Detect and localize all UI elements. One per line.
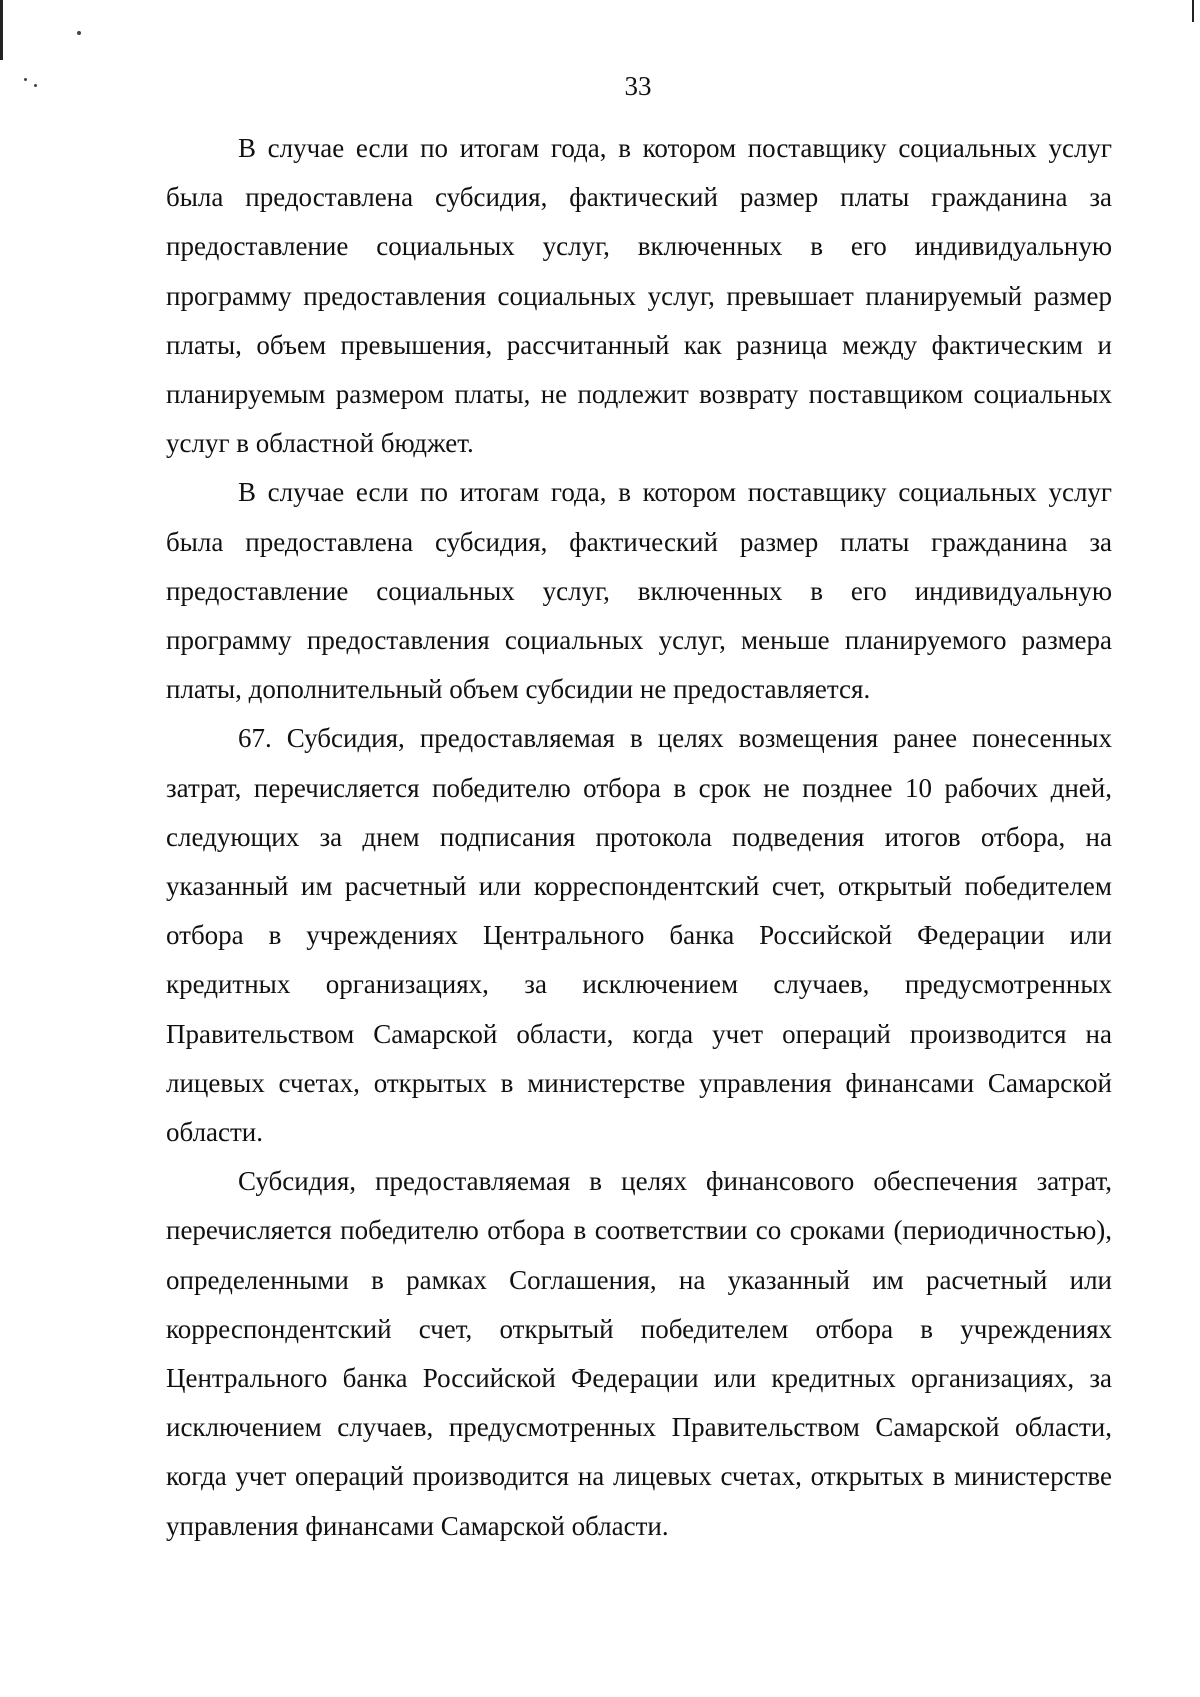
page-number: 33	[624, 71, 652, 101]
document-body	[166, 124, 1112, 1551]
scan-edge-mark	[1192, 0, 1194, 22]
scan-edge-mark	[0, 0, 3, 60]
paragraph-item-67: 67. Субсидия, предоставляемая в целях возмещения ранее понесенных затрат, перечисляется победителю отбора в срок не позднее 10 рабочих дней, следующих за днем подписания протокола подведения итогов отбора, на указанный им расчетный или корреспондентский счет, открытый победителем отбора в учреждениях Центрального банка Российской Федерации или кредитных организациях, за исключением случаев, предусмотренных Правительством Самарской области, когда учет операций производится на лицевых счетах, открытых в министерстве управления финансами Самарской области.	[166, 723, 1112, 1148]
paragraph-excess-payment: В случае если по итогам года, в котором поставщику социальных услуг была предоставлена субсидия, фактический размер платы гражданина за предоставление социальных услуг, включенных в его индивидуальную программу предоставления социальных услуг, превышает планируемый размер платы, объем превышения, рассчитанный как разница между фактическим и планируемым размером платы, не подлежит возврату поставщиком социальных услуг в областной бюджет.	[166, 133, 1112, 459]
paragraph-lower-payment: В случае если по итогам года, в котором поставщику социальных услуг была предоставлена субсидия, фактический размер платы гражданина за предоставление социальных услуг, включенных в его индивидуальную программу предоставления социальных услуг, меньше планируемого размера платы, дополнительный объем субсидии не предоставляется.	[166, 477, 1112, 705]
paragraph-financing-costs: Субсидия, предоставляемая в целях финансового обеспечения затрат, перечисляется победителю отбора в соответствии со сроками (периодичностью), определенными в рамках Соглашения, на указанный им расчетный или корреспондентский счет, открытый победителем отбора в учреждениях Центрального банка Российской Федерации или кредитных организациях, за исключением случаев, предусмотренных Правительством Самарской области, когда учет операций производится на лицевых счетах, открытых в министерстве управления финансами Самарской области.	[166, 1166, 1112, 1541]
scan-speck	[77, 31, 81, 35]
